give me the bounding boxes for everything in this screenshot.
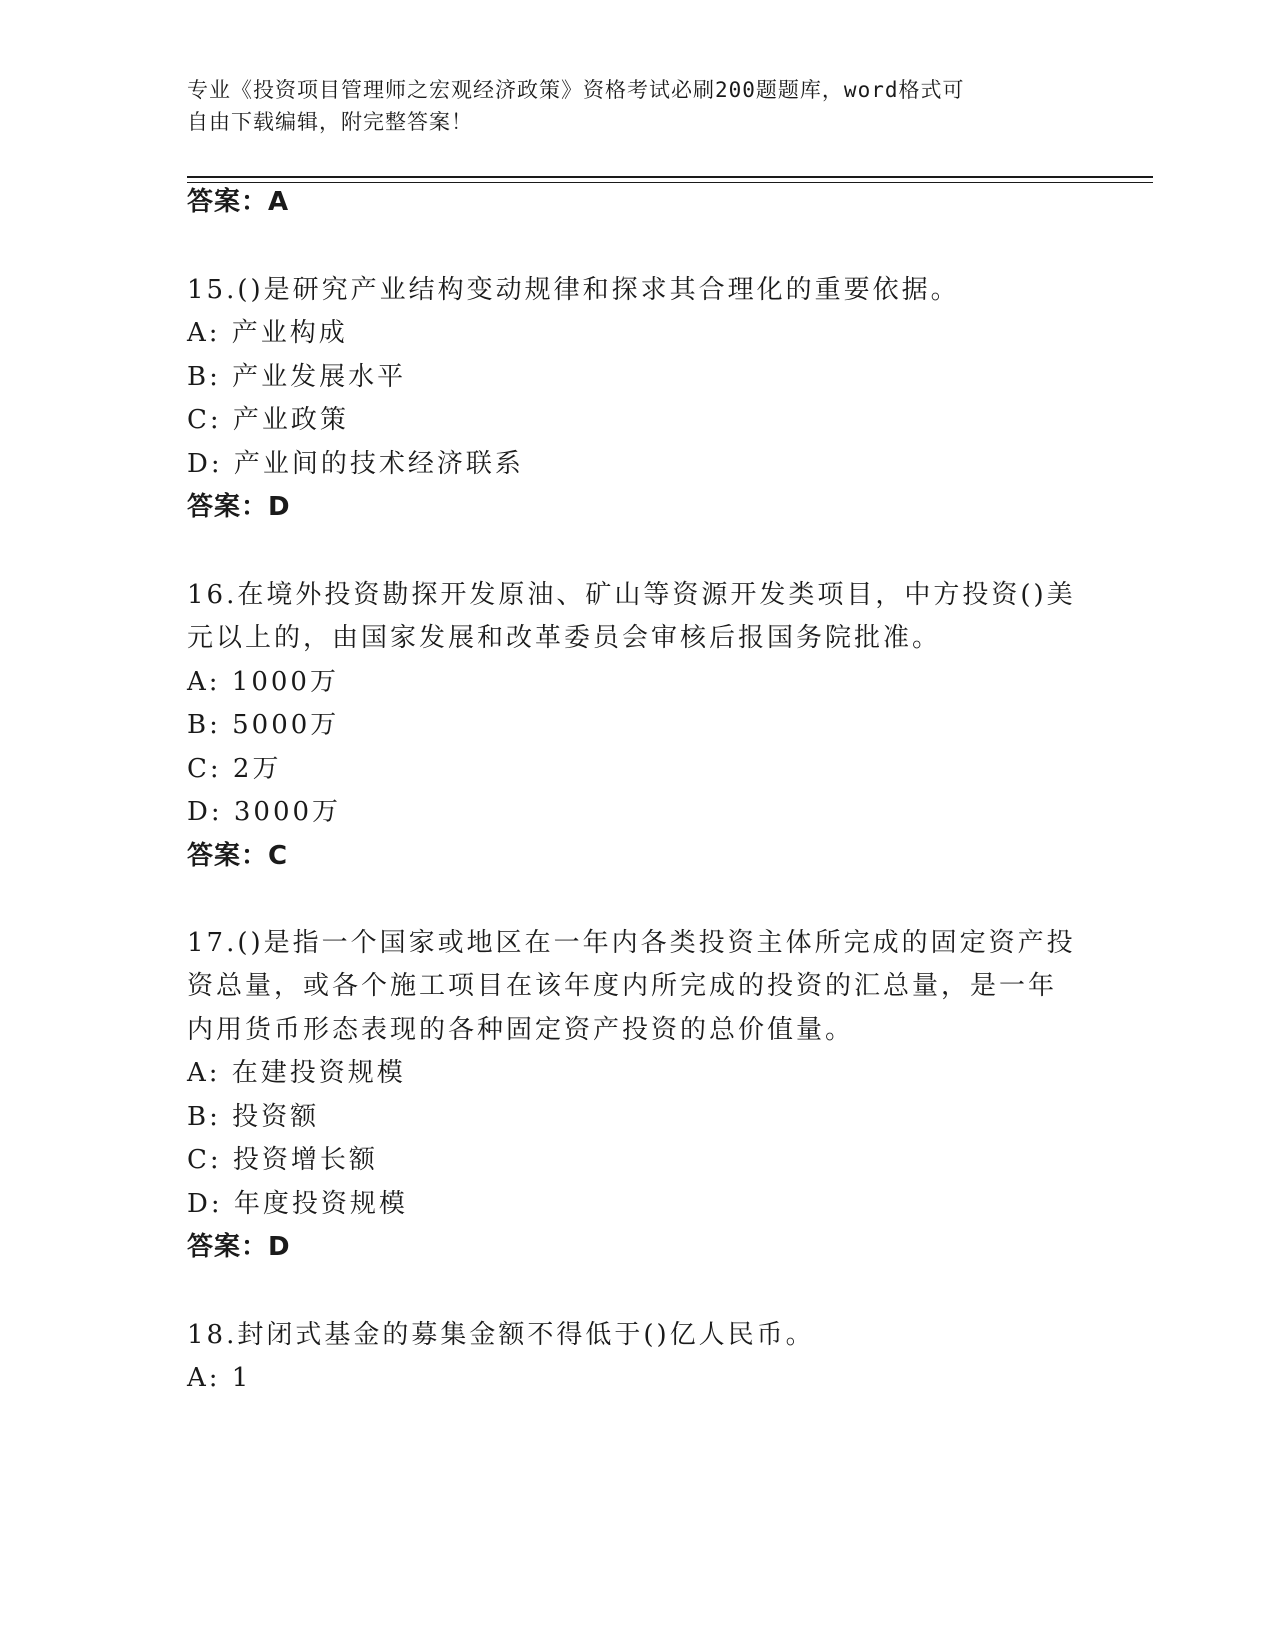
question-16-stem-line-1: 16.在境外投资勘探开发原油、矿山等资源开发类项目，中方投资()美 [187,580,1076,610]
question-15-option-d: D: 产业间的技术经济联系 [187,449,524,479]
header-divider-thick [187,176,1153,178]
document-header [187,74,1067,138]
question-17-stem-line-3: 内用货币形态表现的各种固定资产投资的总价值量。 [187,1015,855,1045]
question-16-answer: 答案：C [187,841,289,871]
question-15-option-a: A: 产业构成 [187,318,348,348]
previous-answer: 答案：A [187,187,290,217]
question-15-stem-line-1: 15.()是研究产业结构变动规律和探求其合理化的重要依据。 [187,275,960,305]
question-17-option-b: B: 投资额 [187,1102,320,1132]
question-18-option-a: A: 1 [187,1363,252,1393]
question-16-option-d: D: 3000万 [187,797,342,827]
question-18-stem-line-1: 18.封闭式基金的募集金额不得低于()亿人民币。 [187,1320,815,1350]
question-16-option-c: C: 2万 [187,754,282,784]
question-16-option-b: B: 5000万 [187,710,340,740]
question-17-answer: 答案：D [187,1232,291,1262]
question-17-option-c: C: 投资增长额 [187,1145,378,1175]
question-15-answer: 答案：D [187,492,291,522]
question-16-option-a: A: 1000万 [187,667,339,697]
header-line-2: 自由下载编辑，附完整答案！ [187,110,473,134]
header-line-1: 专业《投资项目管理师之宏观经济政策》资格考试必刷200题题库，word格式可 [187,78,965,102]
question-17-option-a: A: 在建投资规模 [187,1058,406,1088]
question-17-stem-line-1: 17.()是指一个国家或地区在一年内各类投资主体所完成的固定资产投 [187,928,1076,958]
question-15-option-b: B: 产业发展水平 [187,362,407,392]
header-divider-thin [187,182,1153,183]
question-15-option-c: C: 产业政策 [187,405,349,435]
question-16-stem-line-2: 元以上的，由国家发展和改革委员会审核后报国务院批准。 [187,623,942,653]
question-17-stem-line-2: 资总量，或各个施工项目在该年度内所完成的投资的汇总量，是一年 [187,971,1058,1001]
question-17-option-d: D: 年度投资规模 [187,1189,408,1219]
